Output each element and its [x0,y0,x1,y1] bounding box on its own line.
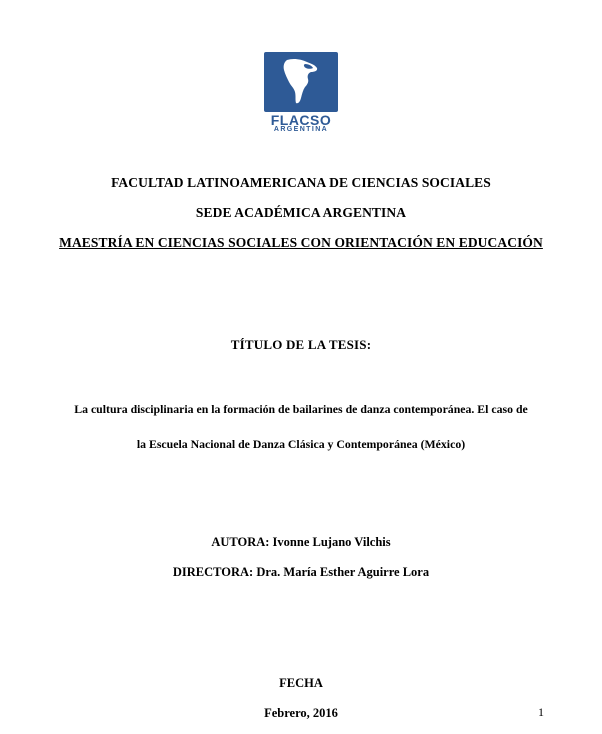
logo-container [0,52,602,134]
credits-block [0,527,602,587]
institution-line-2: SEDE ACADÉMICA ARGENTINA [195,205,407,220]
logo-subtitle: ARGENTINA [273,126,329,133]
latin-america-map-icon [281,57,321,107]
logo-wordmark: FLACSO [270,112,332,128]
thesis-title-line-1: La cultura disciplinaria en la formación de bailarines de danza contemporánea. El caso de [74,402,528,416]
institution-line-3: MAESTRÍA EN CIENCIAS SOCIALES CON ORIENTACIÓN EN EDUCACIÓN [59,235,543,250]
date-block [0,668,602,728]
author-line: AUTORA: Ivonne Lujano Vilchis [211,535,391,549]
institution-heading [0,168,602,258]
thesis-title-line-2: la Escuela Nacional de Danza Clásica y Contemporánea (México) [136,437,466,451]
thesis-title [60,392,542,462]
date-label: FECHA [279,676,323,690]
institution-line-1: FACULTAD LATINOAMERICANA DE CIENCIAS SOCIALES [111,175,491,190]
director-line: DIRECTORA: Dra. María Esther Aguirre Lora [172,565,430,579]
date-value: Febrero, 2016 [264,706,338,720]
flacso-logo [264,52,338,134]
page-number: 1 [538,705,544,719]
thesis-title-label: TÍTULO DE LA TESIS: [230,337,372,352]
